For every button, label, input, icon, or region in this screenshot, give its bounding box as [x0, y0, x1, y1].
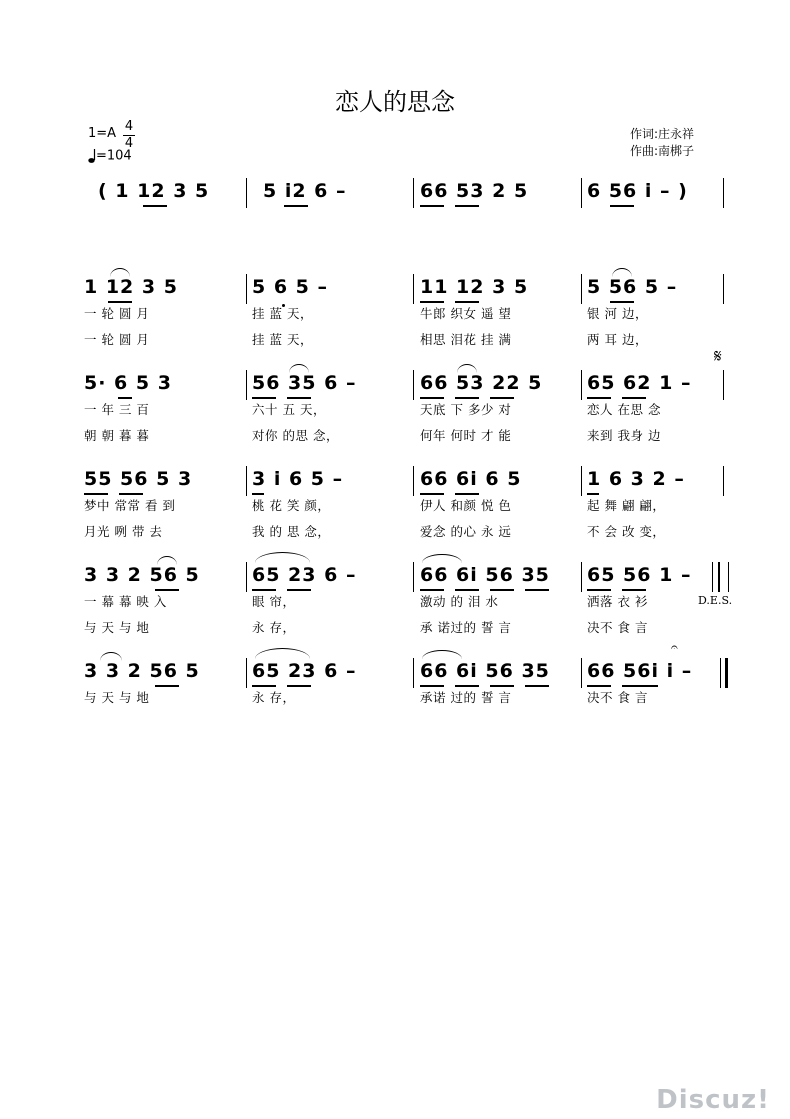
slur: [422, 554, 462, 563]
barline: [581, 466, 582, 496]
s6-measure-4: 66 56i i –: [587, 660, 693, 682]
quarter-note-icon: [88, 148, 96, 164]
underline: [490, 397, 514, 399]
s5-lyric1-m1: 一 幕 幕 映 入: [84, 594, 167, 609]
barline: [246, 370, 247, 400]
s4-lyric1-m1: 梦中 常常 看 到: [84, 498, 176, 513]
underline: [118, 397, 132, 399]
barline: [723, 274, 724, 304]
tempo-value: =104: [96, 148, 132, 164]
barline: [413, 370, 414, 400]
s5-lyric2-m4: 决不 食 言: [587, 620, 648, 635]
underline: [622, 397, 646, 399]
s5-lyric1-m4: 洒落 衣 衫: [587, 594, 648, 609]
underline: [610, 301, 634, 303]
barline: [413, 178, 414, 208]
underline: [525, 685, 549, 687]
barline: [246, 178, 247, 208]
s3-measure-1: 5· 6 5 3: [84, 372, 172, 394]
underline: [622, 685, 658, 687]
s3-lyric2-m2: 对你 的思 念，: [252, 428, 339, 443]
s2-measure-3: 11 12 3 5: [420, 276, 529, 298]
barline: [413, 562, 414, 592]
underline: [455, 301, 479, 303]
s6-measure-2: 65 23 6 –: [252, 660, 357, 682]
underline: [155, 685, 179, 687]
underline: [84, 493, 108, 495]
barline: [723, 466, 724, 496]
double-barline: [712, 562, 713, 592]
s5-measure-4: 65 56 1 –: [587, 564, 692, 586]
barline: [581, 562, 582, 592]
double-barline: [718, 562, 720, 592]
s4-lyric2-m1: 月光 咧 带 去: [84, 524, 163, 539]
barline: [246, 658, 247, 688]
time-signature: [123, 120, 135, 151]
barline: [246, 274, 247, 304]
s2-lyric2-m3: 相思 泪花 挂 满: [420, 332, 512, 347]
s2-measure-4: 5 56 5 –: [587, 276, 678, 298]
s4-lyric2-m4: 不 会 改 变，: [587, 524, 666, 539]
fermata-icon: 𝄐: [671, 640, 678, 654]
underline: [610, 205, 634, 207]
watermark: Discuz!: [656, 1085, 770, 1115]
barline: [413, 466, 414, 496]
s5-lyric2-m3: 承 诺过的 誓 言: [420, 620, 512, 635]
barline: [723, 370, 724, 400]
underline: [252, 493, 264, 495]
lyricist: 作词:庄永祥: [630, 127, 695, 141]
barline: [413, 274, 414, 304]
slur: [289, 364, 309, 373]
underline: [287, 685, 311, 687]
underline: [252, 397, 276, 399]
underline: [587, 685, 611, 687]
s2-lyric2-m4: 两 耳 边，: [587, 332, 648, 347]
slur: [157, 556, 177, 565]
s2-lyric2-m2: 挂 蓝 天，: [252, 332, 313, 347]
s5-measure-2: 65 23 6 –: [252, 564, 357, 586]
s1-measure-3: 66 53 2 5: [420, 180, 529, 202]
s4-measure-1: 55 56 5 3: [84, 468, 193, 490]
key-signature: 1=A: [88, 126, 117, 141]
barline: [246, 562, 247, 592]
barline: [413, 658, 414, 688]
s2-lyric1-m2: 挂 蓝 天，: [252, 306, 313, 321]
credits: [630, 126, 694, 160]
slur: [255, 648, 310, 659]
s5-lyric1-m2: 眼 帘，: [252, 594, 296, 609]
underline: [420, 205, 444, 207]
s5-measure-1: 3 3 2 56 5: [84, 564, 200, 586]
barline: [581, 178, 582, 208]
underline: [420, 397, 444, 399]
slur: [100, 652, 122, 661]
s6-measure-3: 66 6i 56 35: [420, 660, 550, 682]
s3-lyric1-m2: 六十 五 天，: [252, 402, 326, 417]
s6-lyric1-m4: 决不 食 言: [587, 690, 648, 705]
composer: 作曲:南梆子: [630, 144, 695, 158]
underline: [420, 589, 444, 591]
s3-measure-3: 66 53 22 5: [420, 372, 543, 394]
slur: [110, 268, 130, 277]
final-barline: [720, 658, 721, 688]
s2-measure-2: 5 6 5 –: [252, 276, 329, 298]
underline: [455, 685, 479, 687]
underline: [587, 589, 611, 591]
underline: [622, 589, 646, 591]
s6-measure-1: 3 3 2 56 5: [84, 660, 200, 682]
s4-lyric2-m2: 我 的 思 念，: [252, 524, 331, 539]
s4-measure-4: 1 6 3 2 –: [587, 468, 685, 490]
barline: [581, 274, 582, 304]
s4-lyric2-m3: 爱念 的心 永 远: [420, 524, 512, 539]
song-title: 恋人的思念: [335, 88, 455, 116]
s2-lyric2-m1: 一 轮 圆 月: [84, 332, 150, 347]
s3-lyric2-m4: 来到 我身 边: [587, 428, 661, 443]
s4-measure-2: 3 i 6 5 –: [252, 468, 344, 490]
barline: [581, 658, 582, 688]
underline: [455, 205, 479, 207]
underline: [455, 493, 479, 495]
s1-measure-2: 5 i2 6 –: [263, 180, 347, 202]
segno-icon: 𝄋: [714, 346, 722, 367]
s2-lyric1-m4: 银 河 边，: [587, 306, 648, 321]
s2-measure-1: 1 12 3 5: [84, 276, 178, 298]
dal-segno-mark: D.E.S.: [698, 594, 733, 607]
underline: [455, 397, 479, 399]
s6-lyric1-m3: 承诺 过的 誓 言: [420, 690, 512, 705]
underline: [420, 685, 444, 687]
s3-lyric2-m1: 朝 朝 暮 暮: [84, 428, 150, 443]
underline: [490, 589, 514, 591]
s4-measure-3: 66 6i 6 5: [420, 468, 522, 490]
time-sig-bottom: 4: [124, 136, 134, 151]
slur: [255, 552, 310, 563]
underline: [155, 589, 179, 591]
slur: [422, 650, 462, 659]
s1-measure-1: ( 1 12 3 5: [98, 180, 210, 202]
s2-lyric1-m1: 一 轮 圆 月: [84, 306, 150, 321]
underline: [252, 589, 276, 591]
underline: [287, 589, 311, 591]
s6-lyric1-m1: 与 天 与 地: [84, 690, 150, 705]
s5-measure-3: 66 6i 56 35: [420, 564, 550, 586]
underline: [287, 397, 311, 399]
tempo-marking: [88, 148, 132, 164]
s3-lyric1-m1: 一 年 三 百: [84, 402, 150, 417]
underline: [455, 589, 479, 591]
s6-lyric1-m2: 永 存，: [252, 690, 296, 705]
underline: [420, 301, 444, 303]
double-barline: [728, 562, 729, 592]
underline: [108, 301, 132, 303]
s4-lyric1-m2: 桃 花 笑 颜，: [252, 498, 331, 513]
slur: [457, 364, 477, 373]
s5-lyric2-m2: 永 存，: [252, 620, 296, 635]
final-barline: [725, 658, 728, 688]
s3-measure-2: 56 35 6 –: [252, 372, 357, 394]
underline: [143, 205, 167, 207]
barline: [246, 466, 247, 496]
underline: [490, 685, 514, 687]
s3-lyric1-m4: 恋人 在思 念: [587, 402, 661, 417]
underline: [284, 205, 308, 207]
s4-lyric1-m3: 伊人 和颜 悦 色: [420, 498, 512, 513]
s5-lyric2-m1: 与 天 与 地: [84, 620, 150, 635]
underline: [525, 589, 549, 591]
underline: [119, 493, 143, 495]
barline: [723, 178, 724, 208]
s3-lyric2-m3: 何年 何时 才 能: [420, 428, 512, 443]
s1-measure-4: 6 56 i – ): [587, 180, 688, 202]
slur: [612, 268, 632, 277]
underline: [252, 685, 276, 687]
underline: [587, 397, 611, 399]
s4-lyric1-m4: 起 舞 翩 翩，: [587, 498, 666, 513]
s5-lyric1-m3: 激动 的 泪 水: [420, 594, 499, 609]
s3-measure-4: 65 62 1 –: [587, 372, 692, 394]
s3-lyric1-m3: 天底 下 多少 对: [420, 402, 512, 417]
time-sig-top: 4: [124, 119, 134, 134]
barline: [581, 370, 582, 400]
underline: [587, 493, 599, 495]
underline: [420, 493, 444, 495]
s2-lyric1-m3: 牛郎 织女 遥 望: [420, 306, 512, 321]
